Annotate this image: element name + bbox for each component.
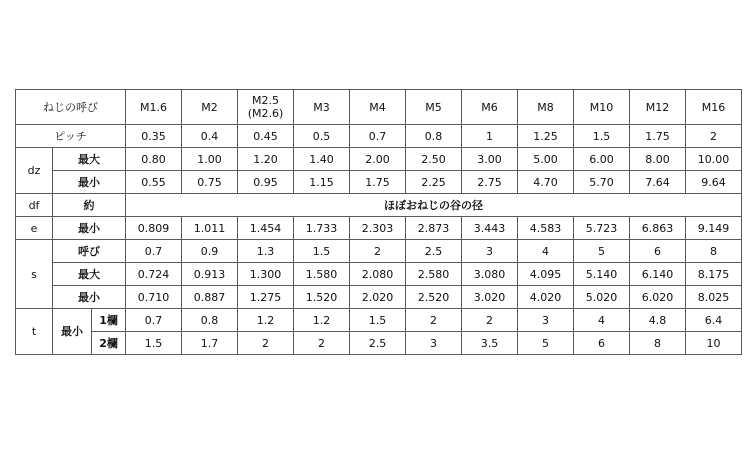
s-symbol: s <box>16 240 53 309</box>
s-max-row <box>16 263 742 286</box>
pitch-label: ピッチ <box>16 125 126 148</box>
size-cell <box>294 90 350 125</box>
s-min-cell: 3.020 <box>462 286 518 309</box>
s-min-label: 最小 <box>53 286 126 309</box>
e-cell: 1.733 <box>294 217 350 240</box>
t-col2-row <box>16 332 742 355</box>
e-label: 最小 <box>53 217 126 240</box>
e-symbol: e <box>16 217 53 240</box>
dz-min-cell: 2.25 <box>406 171 462 194</box>
s-nominal-cell: 1.5 <box>294 240 350 263</box>
s-min-row <box>16 286 742 309</box>
e-cell: 1.454 <box>238 217 294 240</box>
dz-min-row <box>16 171 742 194</box>
s-max-cell: 1.300 <box>238 263 294 286</box>
t-col1-cell: 1.2 <box>294 309 350 332</box>
df-row <box>16 194 742 217</box>
size-label: M8 <box>537 100 554 114</box>
t-col1-cell: 6.4 <box>686 309 742 332</box>
s-min-cell: 4.020 <box>518 286 574 309</box>
pitch-cell: 0.5 <box>294 125 350 148</box>
dz-max-cell: 8.00 <box>630 148 686 171</box>
e-cell: 9.149 <box>686 217 742 240</box>
pitch-cell: 0.45 <box>238 125 294 148</box>
s-nominal-row <box>16 240 742 263</box>
screw-spec-table <box>15 89 742 355</box>
t-symbol: t <box>16 309 53 355</box>
pitch-cell: 0.4 <box>182 125 238 148</box>
s-min-cell: 6.020 <box>630 286 686 309</box>
dz-min-cell: 4.70 <box>518 171 574 194</box>
s-max-cell: 3.080 <box>462 263 518 286</box>
pitch-row <box>16 125 742 148</box>
t-col1-row <box>16 309 742 332</box>
t-col2-cell: 1.5 <box>126 332 182 355</box>
size-label: M1.6 <box>140 100 168 114</box>
dz-min-cell: 9.64 <box>686 171 742 194</box>
s-min-cell: 0.887 <box>182 286 238 309</box>
t-col2-cell: 2 <box>238 332 294 355</box>
df-value: ほぼおねじの谷の径 <box>126 194 742 217</box>
t-col1-label: 1欄 <box>92 309 126 332</box>
dz-symbol: dz <box>16 148 53 194</box>
t-col2-cell: 8 <box>630 332 686 355</box>
t-col1-cell: 3 <box>518 309 574 332</box>
header-label: ねじの呼び <box>16 90 126 125</box>
df-label: 約 <box>53 194 126 217</box>
t-label: 最小 <box>53 309 92 355</box>
dz-min-cell: 0.55 <box>126 171 182 194</box>
t-col1-cell: 4 <box>574 309 630 332</box>
dz-max-cell: 0.80 <box>126 148 182 171</box>
s-max-cell: 4.095 <box>518 263 574 286</box>
s-nominal-cell: 2 <box>350 240 406 263</box>
dz-min-cell: 1.15 <box>294 171 350 194</box>
s-min-cell: 5.020 <box>574 286 630 309</box>
s-nominal-cell: 5 <box>574 240 630 263</box>
s-min-cell: 0.710 <box>126 286 182 309</box>
dz-max-cell: 2.00 <box>350 148 406 171</box>
e-cell: 2.303 <box>350 217 406 240</box>
size-cell <box>126 90 182 125</box>
size-label: M2.5 <box>252 94 280 107</box>
pitch-cell: 0.7 <box>350 125 406 148</box>
dz-min-cell: 0.95 <box>238 171 294 194</box>
dz-max-row <box>16 148 742 171</box>
dz-min-cell: 0.75 <box>182 171 238 194</box>
dz-max-cell: 1.20 <box>238 148 294 171</box>
s-nominal-cell: 2.5 <box>406 240 462 263</box>
s-nominal-cell: 0.9 <box>182 240 238 263</box>
size-label: M10 <box>589 100 614 114</box>
e-cell: 3.443 <box>462 217 518 240</box>
s-max-cell: 0.913 <box>182 263 238 286</box>
s-nominal-cell: 4 <box>518 240 574 263</box>
pitch-cell: 0.35 <box>126 125 182 148</box>
pitch-cell: 0.8 <box>406 125 462 148</box>
s-nominal-cell: 0.7 <box>126 240 182 263</box>
dz-max-cell: 3.00 <box>462 148 518 171</box>
size-cell <box>686 90 742 125</box>
pitch-cell: 1.75 <box>630 125 686 148</box>
s-nominal-cell: 8 <box>686 240 742 263</box>
s-max-cell: 2.580 <box>406 263 462 286</box>
dz-max-cell: 6.00 <box>574 148 630 171</box>
s-max-cell: 5.140 <box>574 263 630 286</box>
s-max-cell: 1.580 <box>294 263 350 286</box>
t-col2-cell: 6 <box>574 332 630 355</box>
dz-min-cell: 2.75 <box>462 171 518 194</box>
df-symbol: df <box>16 194 53 217</box>
s-max-cell: 0.724 <box>126 263 182 286</box>
dz-min-cell: 5.70 <box>574 171 630 194</box>
size-cell <box>518 90 574 125</box>
pitch-cell: 1.25 <box>518 125 574 148</box>
dz-max-cell: 1.40 <box>294 148 350 171</box>
size-cell <box>182 90 238 125</box>
dz-max-cell: 2.50 <box>406 148 462 171</box>
dz-min-cell: 7.64 <box>630 171 686 194</box>
t-col1-cell: 2 <box>462 309 518 332</box>
s-nominal-cell: 3 <box>462 240 518 263</box>
size-cell <box>574 90 630 125</box>
size-label: M12 <box>645 100 670 114</box>
s-min-cell: 1.275 <box>238 286 294 309</box>
t-col2-cell: 2.5 <box>350 332 406 355</box>
dz-max-label: 最大 <box>53 148 126 171</box>
size-cell <box>630 90 686 125</box>
e-cell: 2.873 <box>406 217 462 240</box>
s-max-cell: 6.140 <box>630 263 686 286</box>
t-col2-cell: 2 <box>294 332 350 355</box>
e-cell: 1.011 <box>182 217 238 240</box>
dz-min-label: 最小 <box>53 171 126 194</box>
e-cell: 4.583 <box>518 217 574 240</box>
e-cell: 6.863 <box>630 217 686 240</box>
t-col1-cell: 4.8 <box>630 309 686 332</box>
size-cell <box>462 90 518 125</box>
size-label: M2 <box>201 100 218 114</box>
size-label: M16 <box>701 100 726 114</box>
size-label: M4 <box>369 100 386 114</box>
size-cell <box>406 90 462 125</box>
pitch-cell: 1.5 <box>574 125 630 148</box>
t-col2-cell: 1.7 <box>182 332 238 355</box>
s-min-cell: 8.025 <box>686 286 742 309</box>
e-cell: 5.723 <box>574 217 630 240</box>
s-min-cell: 2.020 <box>350 286 406 309</box>
t-col1-cell: 0.7 <box>126 309 182 332</box>
e-row <box>16 217 742 240</box>
dz-max-cell: 10.00 <box>686 148 742 171</box>
pitch-cell: 2 <box>686 125 742 148</box>
s-max-cell: 8.175 <box>686 263 742 286</box>
size-label: M5 <box>425 100 442 114</box>
t-col2-label: 2欄 <box>92 332 126 355</box>
t-col2-cell: 3 <box>406 332 462 355</box>
size-label: M3 <box>313 100 330 114</box>
s-nominal-label: 呼び <box>53 240 126 263</box>
s-min-cell: 1.520 <box>294 286 350 309</box>
t-col1-cell: 1.2 <box>238 309 294 332</box>
pitch-cell: 1 <box>462 125 518 148</box>
size-cell <box>350 90 406 125</box>
t-col2-cell: 3.5 <box>462 332 518 355</box>
s-max-cell: 2.080 <box>350 263 406 286</box>
dz-max-cell: 1.00 <box>182 148 238 171</box>
size-sublabel: (M2.6) <box>247 107 284 120</box>
s-min-cell: 2.520 <box>406 286 462 309</box>
t-col1-cell: 2 <box>406 309 462 332</box>
size-label: M6 <box>481 100 498 114</box>
e-cell: 0.809 <box>126 217 182 240</box>
t-col2-cell: 5 <box>518 332 574 355</box>
s-max-label: 最大 <box>53 263 126 286</box>
s-nominal-cell: 1.3 <box>238 240 294 263</box>
dz-min-cell: 1.75 <box>350 171 406 194</box>
t-col2-cell: 10 <box>686 332 742 355</box>
size-cell <box>238 90 294 125</box>
s-nominal-cell: 6 <box>630 240 686 263</box>
header-row <box>16 90 742 125</box>
t-col1-cell: 0.8 <box>182 309 238 332</box>
t-col1-cell: 1.5 <box>350 309 406 332</box>
dz-max-cell: 5.00 <box>518 148 574 171</box>
